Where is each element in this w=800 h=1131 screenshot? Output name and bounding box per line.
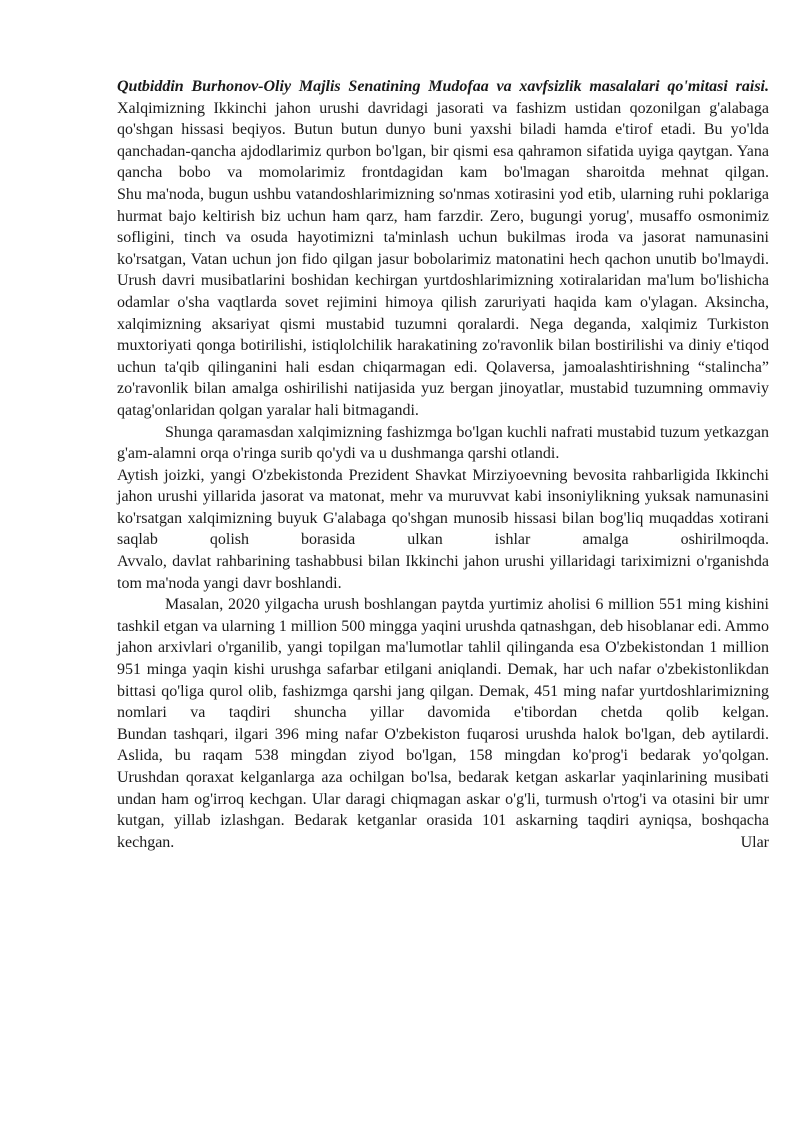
paragraph-3: Urush davri musibatlarini boshidan kechirgan yurtdoshlarimizning xotiralaridan ma'lum bo'lishicha odamlar o'sha vaqtlarda sovet rejimini himoya qilish zaruriyati haqida kam o'ylagan. Aksincha, xalqimizning aksariyat qismi mustabid tuzumni qoralardi. Nega deganda, xalqimiz Turkiston muxtoriyati qonga botirilishi, istiqlolchilik harakatining zo'ravonlik bilan bostirilishi va diniy e'tiqod uchun ta'qib qilinganini hali esdan chiqarmagan edi. Qolaversa, jamoalashtirishning “stalincha” zo'ravonlik bilan amalga oshirilishi natijasida yuz bergan jinoyatlar, mustabid tuzumning ommaviy qatag'onlaridan qolgan yaralar hali bitmagandi. <box>117 272 769 419</box>
document-heading: Qutbiddin Burhonov-Oliy Majlis Senatining Mudofaa va xavfsizlik masalalari qo'mitasi raisi. <box>117 78 769 95</box>
paragraph-1: Xalqimizning Ikkinchi jahon urushi davridagi jasorati va fashizm ustidan qozonilgan g'alabaga qo'shgan hissasi beqiyos. Butun butun dunyo buni yaxshi biladi hamda e'tirof etadi. Bu yo'lda qanchadan-qancha ajdodlarimiz qurbon bo'lgan, bir qismi esa qahramon sifatida uyiga qaytgan. Yana qancha bobo va momolarimiz frontdagidan kam bo'lmagan sharoitda mehnat qilgan. <box>117 99 769 182</box>
paragraph-8: Bundan tashqari, ilgari 396 ming nafar O'zbekiston fuqarosi urushda halok bo'lgan, deb aytilardi. Aslida, bu raqam 538 mingdan ziyod bo'lgan, 158 mingdan ko'prog'i bedarak yo'qolgan. <box>117 725 769 765</box>
document-page <box>117 76 769 853</box>
paragraph-6: Avvalo, davlat rahbarining tashabbusi bilan Ikkinchi jahon urushi yillaridagi tariximizni o'rganishda tom ma'noda yangi davr boshlandi. <box>117 553 769 592</box>
paragraph-2: Shu ma'noda, bugun ushbu vatandoshlarimizning so'nmas xotirasini yod etib, ularning ruhi poklariga hurmat bajo keltirish biz uchun ham qarz, ham farzdir. Zero, bugungi yorug', musaffo osmonimiz sofligini, tinch va osuda hayotimizni ta'minlash uchun bukilmas iroda va jasorat namunasini ko'rsatgan, Vatan uchun jon fido qilgan jasur bobolarimiz matonatini hech qachon unutib bo'lmaydi. <box>117 185 769 268</box>
paragraph-5: Aytish joizki, yangi O'zbekistonda Prezident Shavkat Mirziyoevning bevosita rahbarligida Ikkinchi jahon urushi yillarida jasorat va matonat, mehr va muruvvat kabi insoniylikning yuksak namunasini ko'rsatgan xalqimizning buyuk G'alabaga qo'shgan munosib hissasi bilan bog'liq muqaddas xotirani saqlab qolish borasida ulkan ishlar amalga oshirilmoqda. <box>117 466 769 549</box>
paragraph-4: Shunga qaramasdan xalqimizning fashizmga bo'lgan kuchli nafrati mustabid tuzum yetkazgan g'am-alamni orqa o'ringa surib qo'ydi va u dushmanga qarshi otlandi. <box>117 423 769 463</box>
paragraph-7: Masalan, 2020 yilgacha urush boshlangan paytda yurtimiz aholisi 6 million 551 ming kishini tashkil etgan va ularning 1 million 500 mingga yaqini urushda qatnashgan, deb hisoblanar edi. Ammo jahon arxivlari o'rganilib, yangi topilgan ma'lumotlar tahlil qilinganda esa O'zbekistondan 1 million 951 minga yaqin kishi urushga safarbar etilgani aniqlandi. Demak, har uch nafar o'zbekistonlikdan bittasi qo'liga qurol olib, fashizmga qarshi jang qilgan. Demak, 451 ming nafar yurtdoshlarimizning nomlari va taqdiri shuncha yillar davomida e'tibordan chetda qolib kelgan. <box>117 596 769 722</box>
paragraph-9: Urushdan qoraxat kelganlarga aza ochilgan bo'lsa, bedarak ketgan askarlar yaqinlarining musibati undan ham og'irroq kechgan. Ular daragi chiqmagan askar o'g'li, turmush o'rtog'i va otasini bir umr kutgan, yillab izlashgan. Bedarak ketganlar orasida 101 askarning taqdiri ayniqsa, boshqacha kechgan. Ular <box>117 769 769 851</box>
